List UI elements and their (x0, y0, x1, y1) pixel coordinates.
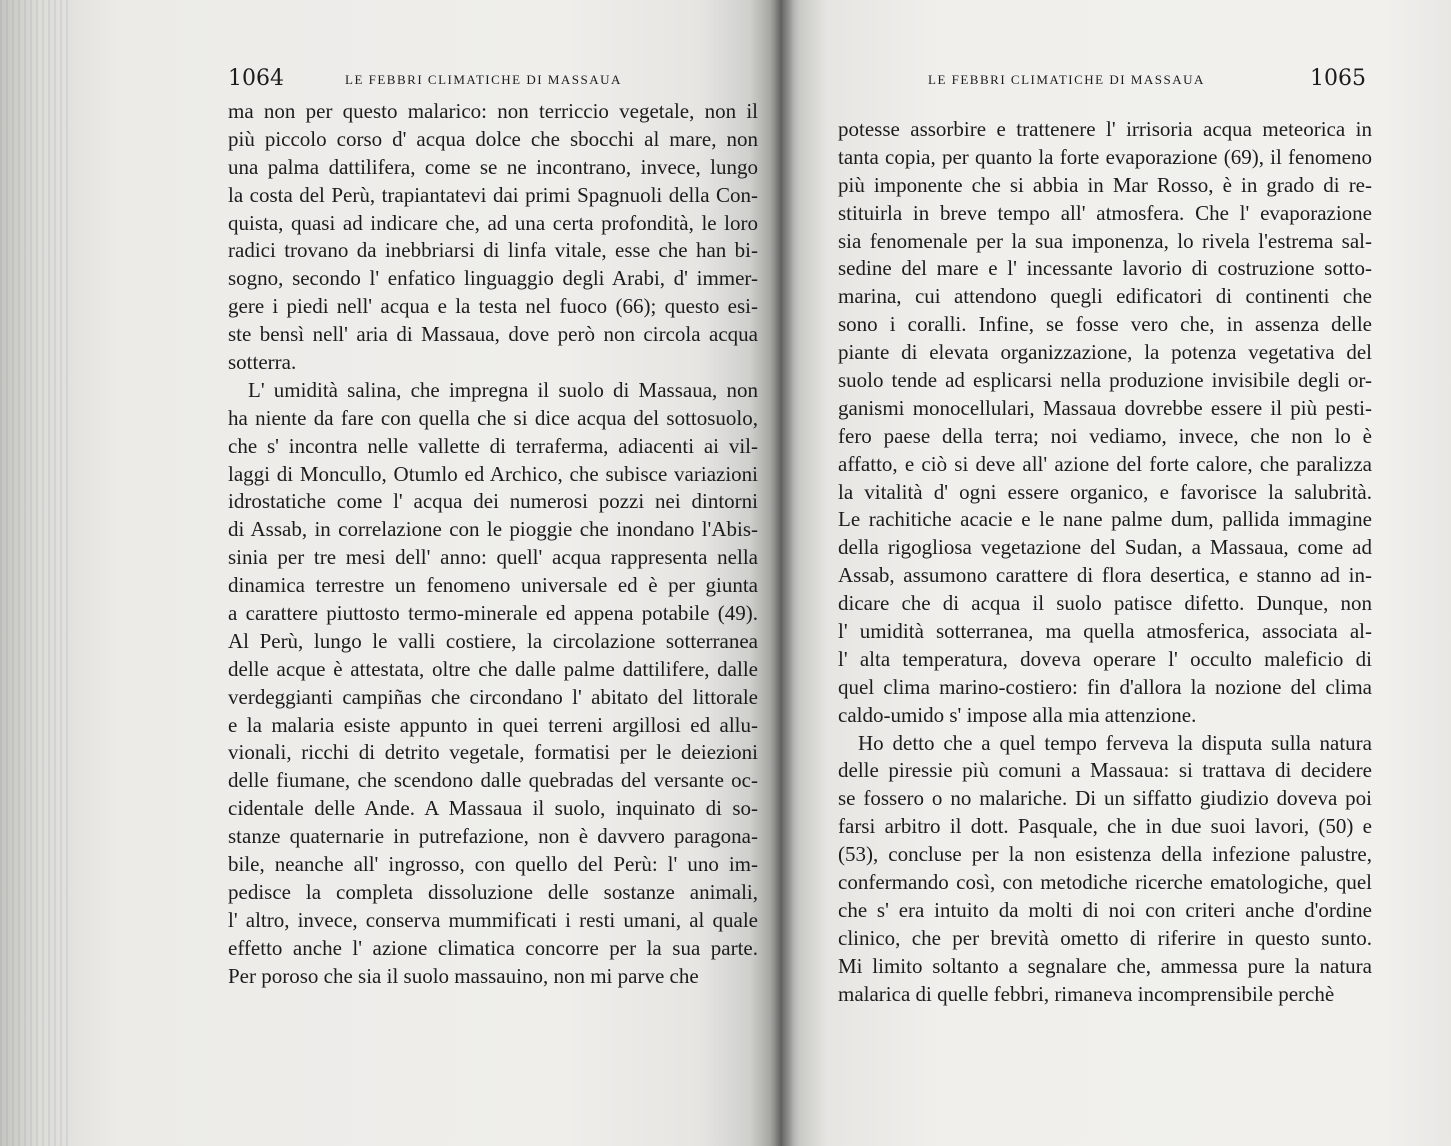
text-line: verdeggianti campiñas che circondano l' abitato del littorale (228, 684, 758, 709)
text-line: farsi arbitro il dott. Pasquale, che in due suoi lavori, (50) e (838, 814, 1372, 839)
text-line: affatto, e ciò si deve all' azione del forte calore, che paralizza (838, 451, 1372, 476)
text-line: delle fiumane, che scendono dalle quebradas del versante oc- (228, 768, 758, 793)
text-line: l' alta temperatura, doveva operare l' occulto maleficio di (838, 646, 1372, 671)
running-head: LE FEBBRI CLIMATICHE DI MASSAUA (345, 72, 622, 87)
running-head: LE FEBBRI CLIMATICHE DI MASSAUA (928, 72, 1205, 87)
text-line: Assab, assumono carattere di flora desertica, e stanno ad in- (838, 563, 1372, 588)
page-number: 1065 (1310, 66, 1366, 91)
text-line: la costa del Perù, trapiantatevi dai primi Spagnuoli della Con- (228, 182, 758, 207)
text-line: Mi limito soltanto a segnalare che, ammessa pure la natura (838, 953, 1372, 978)
text-line: più imponente che si abbia in Mar Rosso, è in grado di re- (838, 172, 1372, 197)
text-line: stituirla in breve tempo all' atmosfera. Che l' evaporazione (838, 200, 1372, 225)
text-line: radici trovano da inebbriarsi di linfa vitale, esse che han bi- (228, 238, 758, 263)
text-line: stanze quaternarie in putrefazione, non è davvero paragona- (228, 824, 758, 849)
text-line: piante di elevata organizzazione, la potenza vegetativa del (838, 340, 1372, 365)
text-line: l' umidità sotterranea, ma quella atmosferica, associata al- (838, 619, 1372, 644)
text-line: l' altro, invece, conserva mummificati i resti umani, al quale (228, 907, 758, 932)
text-line: sotterra. (228, 350, 297, 375)
text-line: laggi di Moncullo, Otumlo ed Archico, che subisce variazioni (228, 461, 758, 486)
text-line: Ho detto che a quel tempo ferveva la disputa sulla natura (858, 730, 1372, 755)
text-line: quista, quasi ad indicare che, ad una certa profondità, le loro (228, 210, 758, 235)
text-line: sedine del mare e l' incessante lavorio di costruzione sotto- (838, 256, 1372, 281)
text-line: della rigogliosa vegetazione del Sudan, a Massaua, come ad (838, 535, 1372, 560)
text-line: Al Perù, lungo le valli costiere, la circolazione sotterranea (228, 628, 758, 653)
page-edge-stack (0, 0, 70, 1146)
text-line: più piccolo corso d' acqua dolce che sbocchi al mare, non (228, 126, 758, 151)
text-line: ste bensì nell' aria di Massaua, dove però non circola acqua (228, 322, 758, 347)
text-line: ganismi monocellulari, Massaua dovrebbe essere il più pesti- (838, 395, 1372, 420)
text-line: sogno, secondo l' enfatico linguaggio degli Arabi, d' immer- (228, 266, 758, 291)
text-line: potesse assorbire e trattenere l' irrisoria acqua meteorica in (838, 117, 1372, 141)
text-line: idrostatiche come l' acqua dei numerosi pozzi nei dintorni (228, 489, 758, 514)
page-number: 1064 (228, 66, 284, 91)
text-line: una palma dattilifera, come se ne incontrano, invece, lungo (228, 154, 758, 179)
text-line: sono i coralli. Infine, se fosse vero che, in assenza delle (838, 312, 1372, 337)
text-line: ma non per questo malarico: non terriccio vegetale, non il (228, 99, 758, 123)
text-line: delle piressie più comuni a Massaua: si trattava di decidere (838, 758, 1372, 783)
text-line: ha niente da fare con quella che si dice acqua del sottosuolo, (228, 405, 758, 430)
text-line: la vitalità d' ogni essere organico, e favorisce la salubrità. (838, 479, 1372, 504)
text-line: pedisce la completa dissoluzione delle sostanze animali, (228, 879, 758, 904)
text-line: Le rachitiche acacie e le nane palme dum, pallida immagine (838, 507, 1372, 532)
text-line: cidentale delle Ande. A Massaua il suolo, inquinato di so- (228, 796, 758, 821)
text-line: gere i piedi nell' acqua e la testa nel fuoco (66); questo esi- (228, 294, 758, 319)
text-line: che s' incontra nelle vallette di terraferma, adiacenti ai vil- (228, 433, 758, 458)
text-line: di Assab, in correlazione con le pioggie che inondano l'Abis- (228, 517, 758, 542)
text-line: effetto anche l' azione climatica concorre per la sua parte. (228, 935, 758, 960)
text-line: confermando così, con metodiche ricerche ematologiche, quel (838, 870, 1372, 895)
right-page (782, 0, 1451, 1146)
text-line: vionali, ricchi di detrito vegetale, formatisi per le deiezioni (228, 740, 758, 765)
text-line: delle acque è attestata, oltre che dalle palme dattilifere, dalle (228, 656, 758, 681)
text-line: Per poroso che sia il suolo massauino, non mi parve che (228, 963, 699, 988)
text-line: sia fenomenale per la sua imponenza, lo rivela l'estrema sal- (838, 228, 1372, 253)
text-line: suolo tende ad esplicarsi nella produzione invisibile degli or- (838, 368, 1372, 393)
text-line: e la malaria esiste appunto in quei terreni argillosi ed allu- (228, 712, 758, 737)
text-line: che s' era intuito da molti di noi con criteri anche d'ordine (838, 897, 1372, 922)
text-line: sinia per tre mesi dell' anno: quell' acqua rappresenta nella (228, 545, 758, 570)
text-line: dicare che di acqua il suolo patisce difetto. Dunque, non (838, 591, 1372, 616)
text-line: a carattere piuttosto termo-minerale ed appena potabile (49). (228, 601, 758, 626)
text-line: (53), concluse per la non esistenza della infezione palustre, (838, 842, 1372, 867)
text-line: fero paese della terra; noi vediamo, invece, che non lo è (838, 423, 1372, 448)
text-line: dinamica terrestre un fenomeno universale ed è per giunta (228, 573, 758, 598)
text-line: marina, cui attendono quegli edificatori di continenti che (838, 284, 1372, 309)
text-line: clinico, che per brevità ometto di riferire in questo sunto. (838, 925, 1372, 950)
text-line: L' umidità salina, che impregna il suolo di Massaua, non (248, 377, 758, 402)
text-line: quel clima marino-costiero: fin d'allora la nozione del clima (838, 674, 1372, 699)
body-text (838, 116, 1372, 1009)
text-line: se fossero o no malariche. Di un siffatto giudizio doveva poi (838, 786, 1372, 811)
text-line: caldo-umido s' impose alla mia attenzione. (838, 702, 1197, 727)
text-line: tanta copia, per quanto la forte evaporazione (69), il fenomeno (838, 144, 1372, 169)
body-text (228, 98, 758, 991)
text-line: bile, neanche all' ingrosso, con quello del Perù: l' uno im- (228, 852, 758, 877)
book-gutter (770, 0, 794, 1146)
text-line: malarica di quelle febbri, rimaneva incomprensibile perchè (838, 981, 1335, 1006)
